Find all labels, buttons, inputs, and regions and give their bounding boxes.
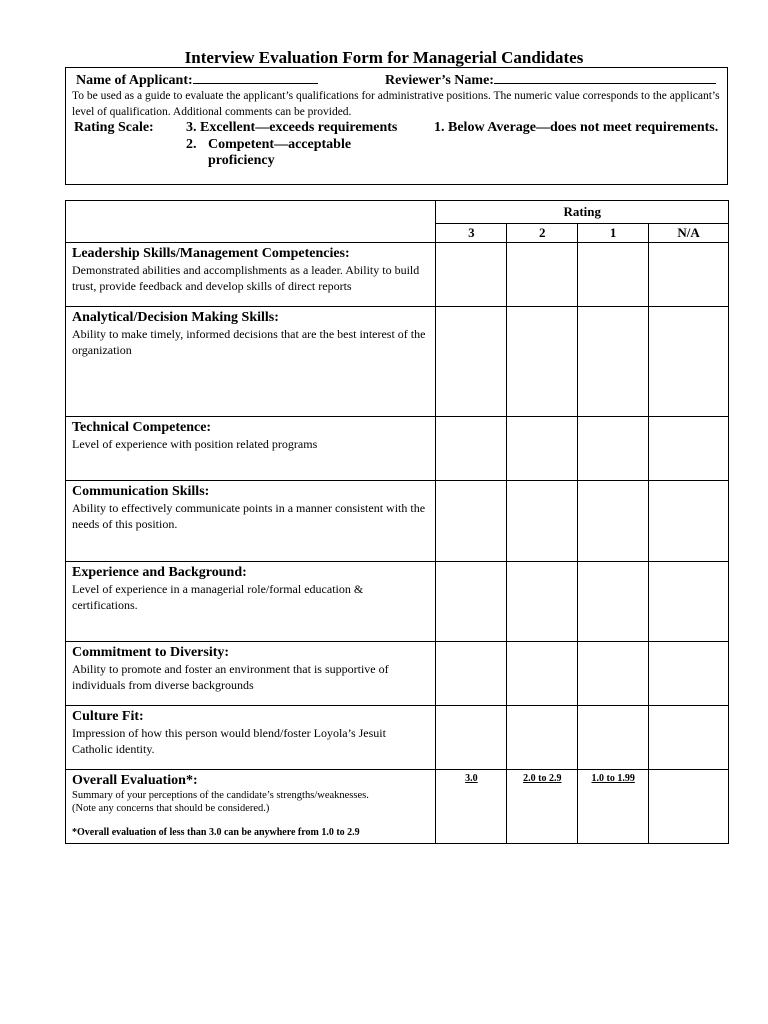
- overall-rating-cell-2[interactable]: [507, 770, 578, 844]
- rating-cell-1[interactable]: [578, 562, 649, 642]
- table-row: [66, 562, 729, 642]
- rating-cell-1[interactable]: [578, 307, 649, 417]
- rating-cell-1[interactable]: [578, 417, 649, 481]
- rating-cell-na[interactable]: [649, 243, 729, 307]
- overall-description: Summary of your perceptions of the candidate’s strengths/weaknesses.: [72, 790, 369, 801]
- column-header-2: 2: [507, 224, 578, 243]
- overall-title: Overall Evaluation*:: [72, 773, 198, 788]
- criterion-description: Impression of how this person would blend/foster Loyola’s Jesuit Catholic identity.: [72, 726, 386, 756]
- criterion-description: Ability to promote and foster an environment that is supportive of individuals from diverse backgrounds: [72, 662, 389, 692]
- applicant-info-box: [65, 67, 728, 185]
- rating-cell-2[interactable]: [507, 307, 578, 417]
- criterion-title: Experience and Background:: [72, 565, 247, 580]
- criterion-title: Technical Competence:: [72, 420, 212, 435]
- criterion-cell: [66, 706, 436, 770]
- rating-cell-1[interactable]: [578, 642, 649, 706]
- criterion-title: Communication Skills:: [72, 484, 210, 499]
- table-row: [66, 243, 729, 307]
- rating-cell-3[interactable]: [436, 417, 507, 481]
- criterion-cell: [66, 243, 436, 307]
- rating-option-3: 3. Excellent—exceeds requirements: [186, 120, 398, 135]
- rating-cell-2[interactable]: [507, 642, 578, 706]
- criterion-description: Demonstrated abilities and accomplishments as a leader. Ability to build trust, provide feedback and develop skills of direct reports: [72, 263, 420, 293]
- overall-cell: [66, 770, 436, 844]
- rating-option-2-text: Competent—acceptable proficiency: [208, 137, 352, 168]
- reviewer-name-blank[interactable]: [494, 70, 716, 84]
- rating-cell-3[interactable]: [436, 307, 507, 417]
- overall-row: [66, 770, 729, 844]
- rating-cell-1[interactable]: [578, 243, 649, 307]
- rating-cell-2[interactable]: [507, 706, 578, 770]
- applicant-name-label: Name of Applicant:: [76, 73, 193, 88]
- rating-option-2-number: 2.: [186, 137, 197, 152]
- applicant-name-field[interactable]: [76, 70, 318, 89]
- table-row: [66, 481, 729, 562]
- rating-cell-3[interactable]: [436, 706, 507, 770]
- rating-cell-2[interactable]: [507, 243, 578, 307]
- criterion-title: Culture Fit:: [72, 709, 144, 724]
- rating-cell-na[interactable]: [649, 706, 729, 770]
- overall-rating-cell-1[interactable]: [578, 770, 649, 844]
- range-label-2: 2.0 to 2.9: [523, 773, 562, 784]
- table-row: [66, 642, 729, 706]
- rating-cell-na[interactable]: [649, 481, 729, 562]
- rating-cell-na[interactable]: [649, 562, 729, 642]
- criterion-description: Level of experience with position related programs: [72, 437, 318, 451]
- rating-cell-3[interactable]: [436, 243, 507, 307]
- form-title: Interview Evaluation Form for Managerial Candidates: [184, 48, 584, 67]
- rating-cell-na[interactable]: [649, 642, 729, 706]
- criterion-cell: [66, 417, 436, 481]
- criterion-description: Level of experience in a managerial role/formal education & certifications.: [72, 582, 364, 612]
- criterion-cell: [66, 562, 436, 642]
- criterion-title: Leadership Skills/Management Competencies:: [72, 246, 350, 261]
- criterion-title: Analytical/Decision Making Skills:: [72, 310, 279, 325]
- column-header-1: 1: [578, 224, 649, 243]
- rating-option-2: [186, 137, 386, 169]
- overall-note-line: (Note any concerns that should be considered.): [72, 803, 270, 814]
- reviewer-name-label: Reviewer’s Name:: [385, 73, 494, 88]
- rating-cell-3[interactable]: [436, 481, 507, 562]
- rating-cell-3[interactable]: [436, 562, 507, 642]
- overall-footnote: *Overall evaluation of less than 3.0 can be anywhere from 1.0 to 2.9: [72, 827, 360, 838]
- column-header-na: N/A: [649, 224, 729, 243]
- overall-rating-cell-3[interactable]: [436, 770, 507, 844]
- table-row: [66, 706, 729, 770]
- rating-cell-2[interactable]: [507, 562, 578, 642]
- criterion-title: Commitment to Diversity:: [72, 645, 230, 660]
- rating-scale-label: Rating Scale:: [74, 120, 154, 135]
- evaluation-table: [65, 200, 729, 844]
- guide-text: To be used as a guide to evaluate the applicant’s qualifications for administrative positions. The numeric value corresponds to the applicant’s level of qualification. Additional comments can be provided.: [72, 90, 720, 118]
- table-row: [66, 307, 729, 417]
- rating-cell-2[interactable]: [507, 417, 578, 481]
- criterion-cell: [66, 642, 436, 706]
- rating-cell-1[interactable]: [578, 481, 649, 562]
- column-header-3: 3: [436, 224, 507, 243]
- range-label-1: 1.0 to 1.99: [591, 773, 635, 784]
- rating-cell-3[interactable]: [436, 642, 507, 706]
- rating-cell-1[interactable]: [578, 706, 649, 770]
- table-row: [66, 417, 729, 481]
- reviewer-name-field[interactable]: [385, 70, 716, 89]
- rating-cell-na[interactable]: [649, 417, 729, 481]
- rating-option-1: 1. Below Average—does not meet requirements.: [434, 120, 719, 135]
- criterion-description: Ability to make timely, informed decisions that are the best interest of the organization: [72, 327, 426, 357]
- criteria-header-cell: [66, 201, 436, 243]
- overall-rating-cell-na[interactable]: [649, 770, 729, 844]
- rating-cell-na[interactable]: [649, 307, 729, 417]
- applicant-name-blank[interactable]: [193, 70, 318, 84]
- criterion-cell: [66, 481, 436, 562]
- rating-header: Rating: [436, 201, 729, 224]
- rating-cell-2[interactable]: [507, 481, 578, 562]
- criterion-cell: [66, 307, 436, 417]
- range-label-3: 3.0: [465, 773, 478, 784]
- criterion-description: Ability to effectively communicate points in a manner consistent with the needs of this position.: [72, 501, 426, 531]
